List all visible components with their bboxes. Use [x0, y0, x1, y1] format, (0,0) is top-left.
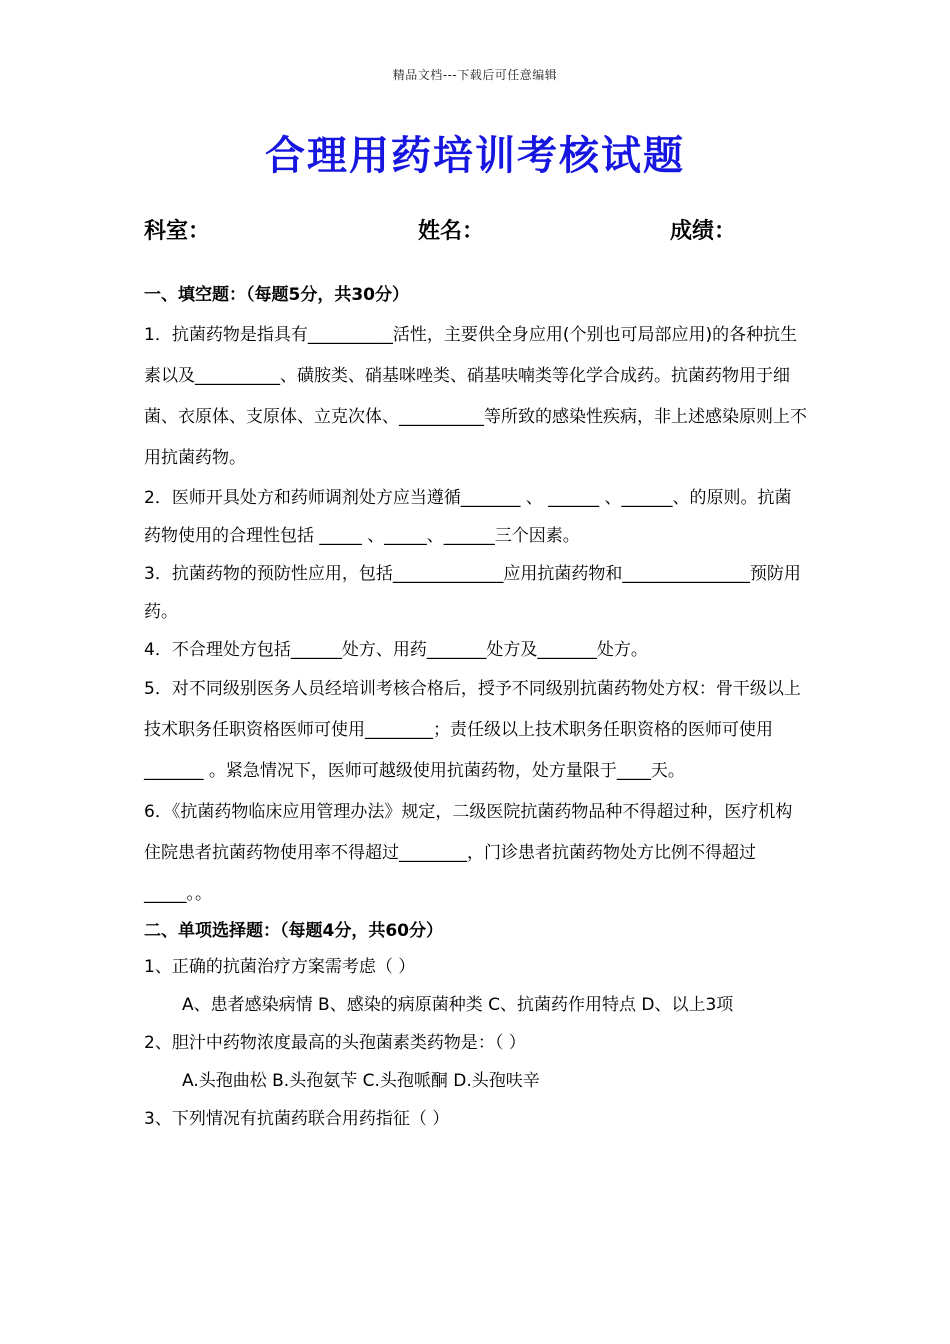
exam-content	[144, 283, 808, 1138]
dept-label: 科室：	[144, 219, 211, 244]
question-fill-2: 2．医师开具处方和药师调剂处方应当遵循_______ 、 ______ 、______、的原则。抗菌药物使用的合理性包括 _____ 、_____、______三个因素。	[144, 488, 792, 546]
question-fill-6: 6．《抗菌药物临床应用管理办法》规定，二级医院抗菌药物品种不得超过种，医疗机构住院患者抗菌药物使用率不得超过________，门诊患者抗菌药物处方比例不得超过_____。。	[144, 802, 793, 904]
question-choice-2-options: A.头孢曲松 B.头孢氨苄 C.头孢哌酮 D.头孢呋辛	[182, 1071, 540, 1091]
question-choice-1-options: A、患者感染病情 B、感染的病原菌种类 C、抗菌药作用特点 D、以上3项	[182, 995, 734, 1015]
name-label: 姓名：	[418, 219, 485, 244]
question-choice-1: 1、正确的抗菌治疗方案需考虑（ ）	[144, 957, 416, 977]
question-fill-4: 4．不合理处方包括______处方、用药_______处方及_______处方。	[144, 640, 648, 660]
document-title: 合理用药培训考核试题	[265, 133, 685, 179]
page-header: 精品文档---下载后可任意编辑	[392, 68, 558, 82]
question-fill-5: 5．对不同级别医务人员经培训考核合格后，授予不同级别抗菌药物处方权：骨干级以上技术职务任职资格医师可使用________；责任级以上技术职务任职资格的医师可使用_______ 。紧急情况下，医师可越级使用抗菌药物，处方量限于____天。	[144, 679, 801, 781]
section-heading-fill-blank: 一、填空题：（每题5分，共30分）	[144, 285, 409, 305]
question-choice-3: 3、下列情况有抗菌药联合用药指征（ ）	[144, 1109, 450, 1129]
question-choice-2: 2、胆汁中药物浓度最高的头孢菌素类药物是：（ ）	[144, 1033, 526, 1053]
score-label: 成绩：	[670, 219, 737, 244]
question-fill-1: 1．抗菌药物是指具有__________活性，主要供全身应用(个别也可局部应用)的各种抗生素以及__________、磺胺类、硝基咪唑类、硝基呋喃类等化学合成药。抗菌药物用于细菌、衣原体、支原体、立克次体、__________等所致的感染性疾病，非上述感染原则上不用抗菌药物。	[144, 325, 807, 468]
section-heading-single-choice: 二、单项选择题：（每题4分，共60分）	[144, 921, 443, 941]
question-fill-3: 3．抗菌药物的预防性应用，包括_____________应用抗菌药物和_______________预防用药。	[144, 564, 801, 622]
